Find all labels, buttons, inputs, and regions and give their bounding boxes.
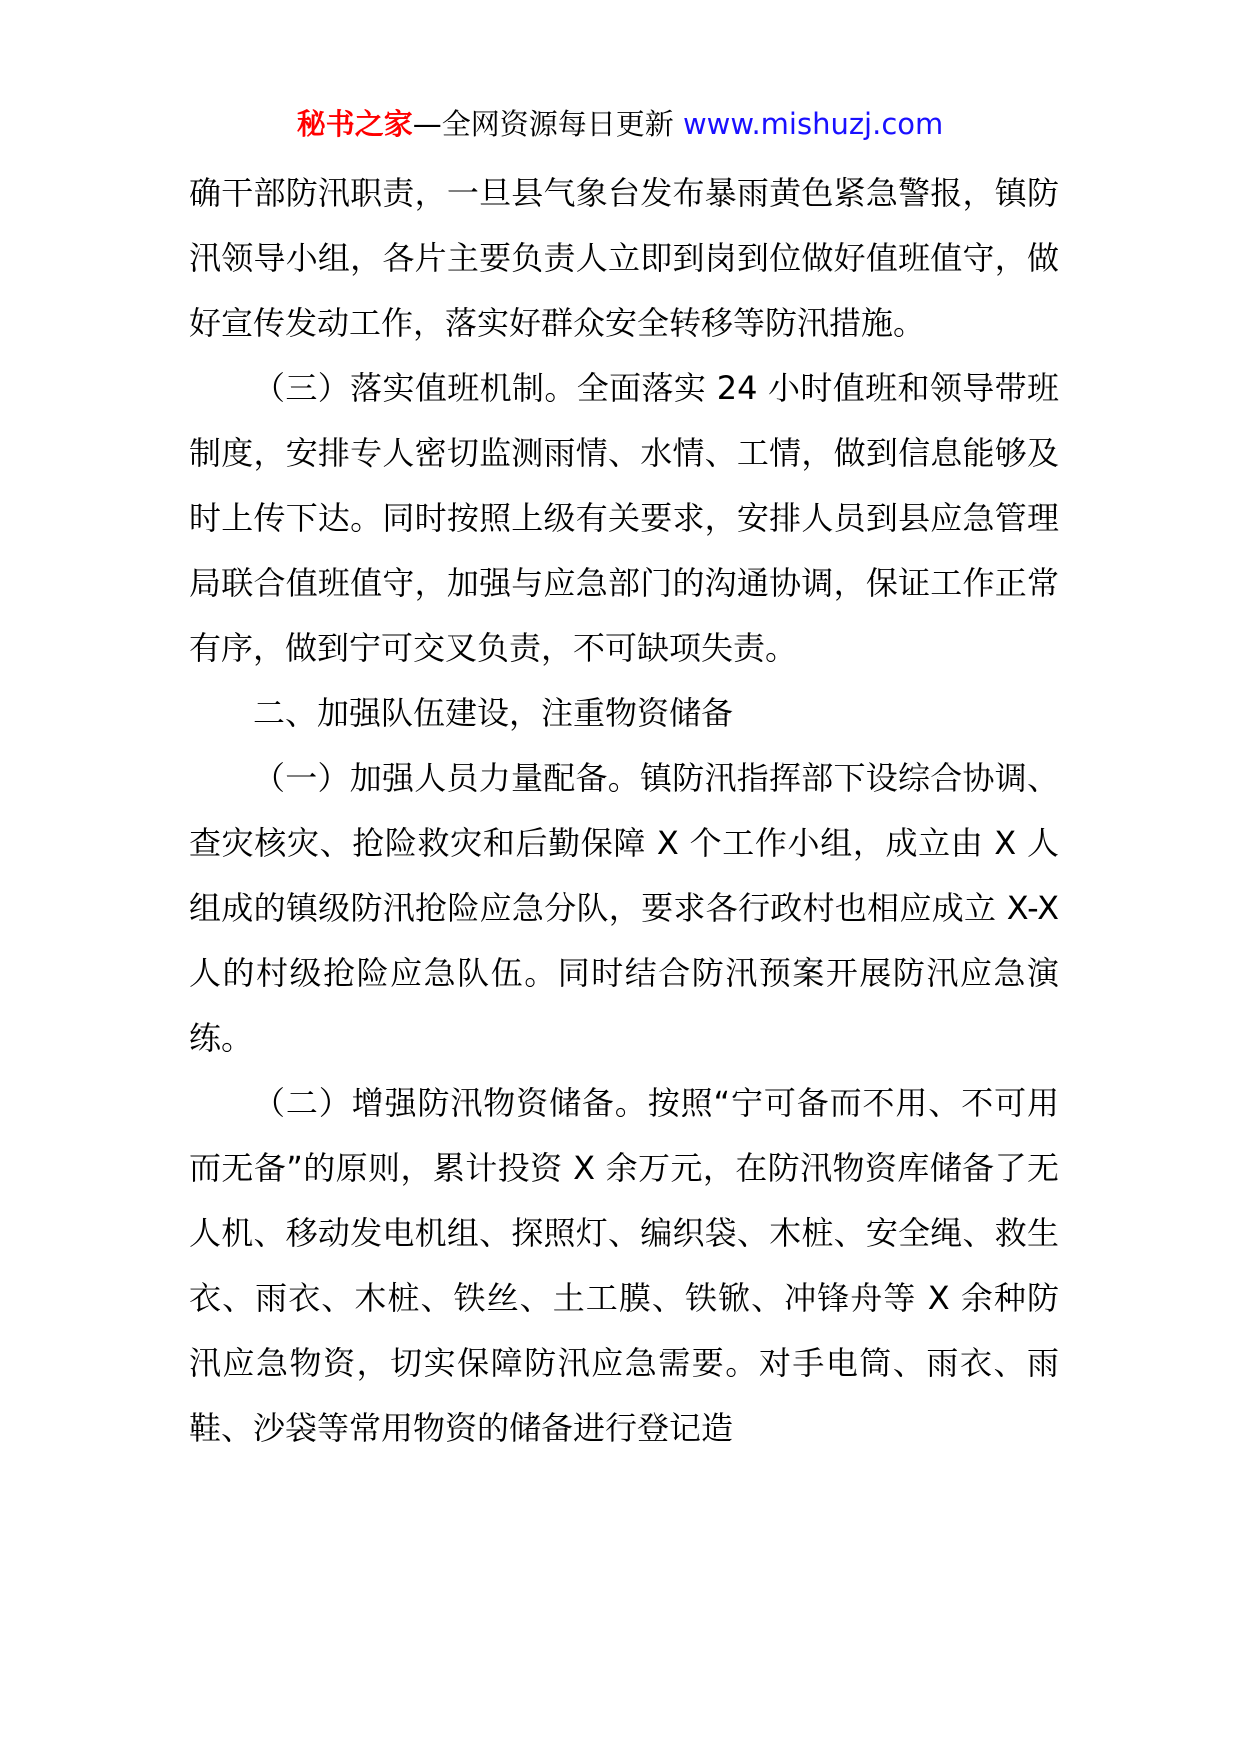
page-header (0, 104, 1240, 144)
paragraph-duty-mechanism: （三）落实值班机制。全面落实 24 小时值班和领导带班制度，安排专人密切监测雨情、水情、工情，做到信息能够及时上传下达。同时按照上级有关要求，安排人员到县应急管理局联合值班值守，加强与应急部门的沟通协调，保证工作正常有序，做到宁可交叉负责，不可缺项失责。 (189, 369, 1059, 667)
document-body (189, 161, 1059, 1461)
paragraph-duty-continuation: 确干部防汛职责，一旦县气象台发布暴雨黄色紧急警报，镇防汛领导小组，各片主要负责人立即到岗到位做好值班值守，做好宣传发动工作，落实好群众安全转移等防汛措施。 (189, 174, 1059, 342)
site-url-link[interactable]: www.mishuzj.com (682, 107, 944, 141)
paragraph-material-reserve: （二）增强防汛物资储备。按照“宁可备而不用、不可用而无备”的原则，累计投资 X 余万元，在防汛物资库储备了无人机、移动发电机组、探照灯、编织袋、木桩、安全绳、救生衣、雨衣、木桩、铁丝、土工膜、铁锨、冲锋舟等 X 余种防汛应急物资，切实保障防汛应急需要。对手电筒、雨衣、雨鞋、沙袋等常用物资的储备进行登记造 (189, 1084, 1059, 1447)
section-heading-team-building: 二、加强队伍建设，注重物资储备 (253, 694, 734, 732)
header-tagline: —全网资源每日更新 (412, 107, 683, 141)
paragraph-staffing: （一）加强人员力量配备。镇防汛指挥部下设综合协调、查灾核灾、抢险救灾和后勤保障 X 个工作小组，成立由 X 人组成的镇级防汛抢险应急分队，要求各行政村也相应成立 X-X 人的村级抢险应急队伍。同时结合防汛预案开展防汛应急演练。 (189, 759, 1059, 1057)
brand-name: 秘书之家 (296, 107, 413, 141)
